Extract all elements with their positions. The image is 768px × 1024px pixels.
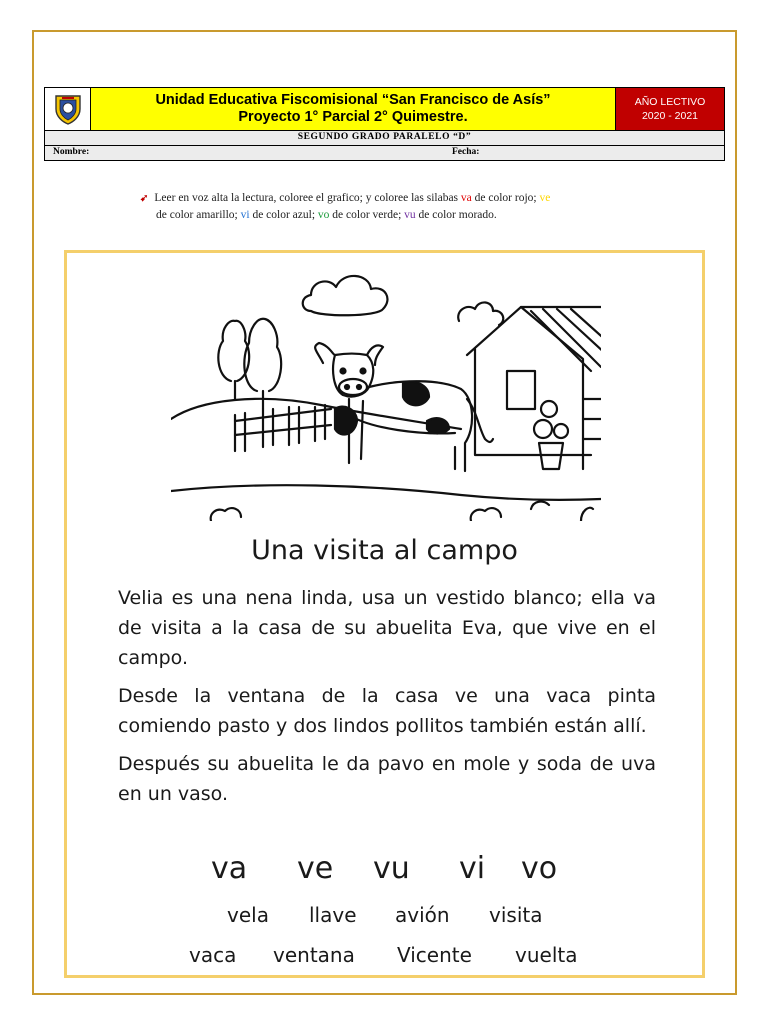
- word-item: avión: [395, 903, 450, 927]
- school-name: Unidad Educativa Fiscomisional “San Francisco de Asís”: [155, 92, 551, 108]
- syllable-va-label: va: [460, 192, 472, 204]
- story-paragraph: Desde la ventana de la casa ve una vaca pinta comiendo pasto y dos lindos pollitos también están allí.: [118, 685, 656, 737]
- year-label: AÑO LECTIVO: [634, 96, 706, 108]
- instruction-text: de color morado.: [415, 209, 497, 221]
- school-crest-icon: [45, 88, 91, 130]
- school-year: [616, 88, 724, 130]
- words-row-2: [67, 943, 702, 973]
- syllable-vi-label: vi: [240, 209, 250, 221]
- words-row-1: [67, 903, 702, 933]
- story-paragraph: Velia es una nena linda, usa un vestido blanco; ella va de visita a la casa de su abuelita Eva, que vive en el campo.: [118, 587, 656, 669]
- syllable-vo: vo: [521, 851, 558, 886]
- syllables-row: [67, 851, 702, 891]
- reading-box: [64, 250, 705, 978]
- grade-row: SEGUNDO GRADO PARALELO “D”: [44, 131, 725, 146]
- name-label: Nombre:: [53, 147, 90, 157]
- syllable-va: va: [211, 851, 248, 886]
- word-item: vuelta: [515, 943, 578, 967]
- story-text: [118, 583, 656, 817]
- instruction-text: de color amarillo;: [156, 209, 241, 221]
- date-label: Fecha:: [452, 147, 480, 157]
- word-item: Vicente: [397, 943, 472, 967]
- syllable-vu-label: vu: [404, 209, 416, 221]
- word-item: vaca: [189, 943, 237, 967]
- syllable-vi: vi: [459, 851, 486, 886]
- name-date-row: [44, 146, 725, 161]
- project-name: Proyecto 1° Parcial 2° Quimestre.: [238, 109, 468, 125]
- syllable-ve: ve: [297, 851, 334, 886]
- story-paragraph: Después su abuelita le da pavo en mole y soda de uva en un vaso.: [118, 753, 656, 805]
- arrow-bullet-icon: ➹: [140, 193, 149, 204]
- story-title: Una visita al campo: [251, 535, 518, 566]
- syllable-ve-label: ve: [539, 192, 551, 204]
- word-item: ventana: [273, 943, 355, 967]
- instructions: [140, 190, 660, 224]
- syllable-vu: vu: [373, 851, 410, 886]
- year-value: 2020 - 2021: [641, 110, 699, 122]
- instruction-text: Leer en voz alta la lectura, coloree el grafico; y coloree las silabas: [154, 192, 461, 204]
- farm-cow-illustration: [171, 259, 601, 521]
- word-item: visita: [489, 903, 543, 927]
- instruction-text: de color verde;: [329, 209, 405, 221]
- instruction-text: de color azul;: [249, 209, 318, 221]
- word-item: vela: [227, 903, 269, 927]
- school-title: [91, 88, 616, 130]
- instruction-text: de color rojo;: [471, 192, 540, 204]
- word-item: llave: [309, 903, 357, 927]
- worksheet-header: [44, 87, 725, 161]
- syllable-vo-label: vo: [317, 209, 330, 221]
